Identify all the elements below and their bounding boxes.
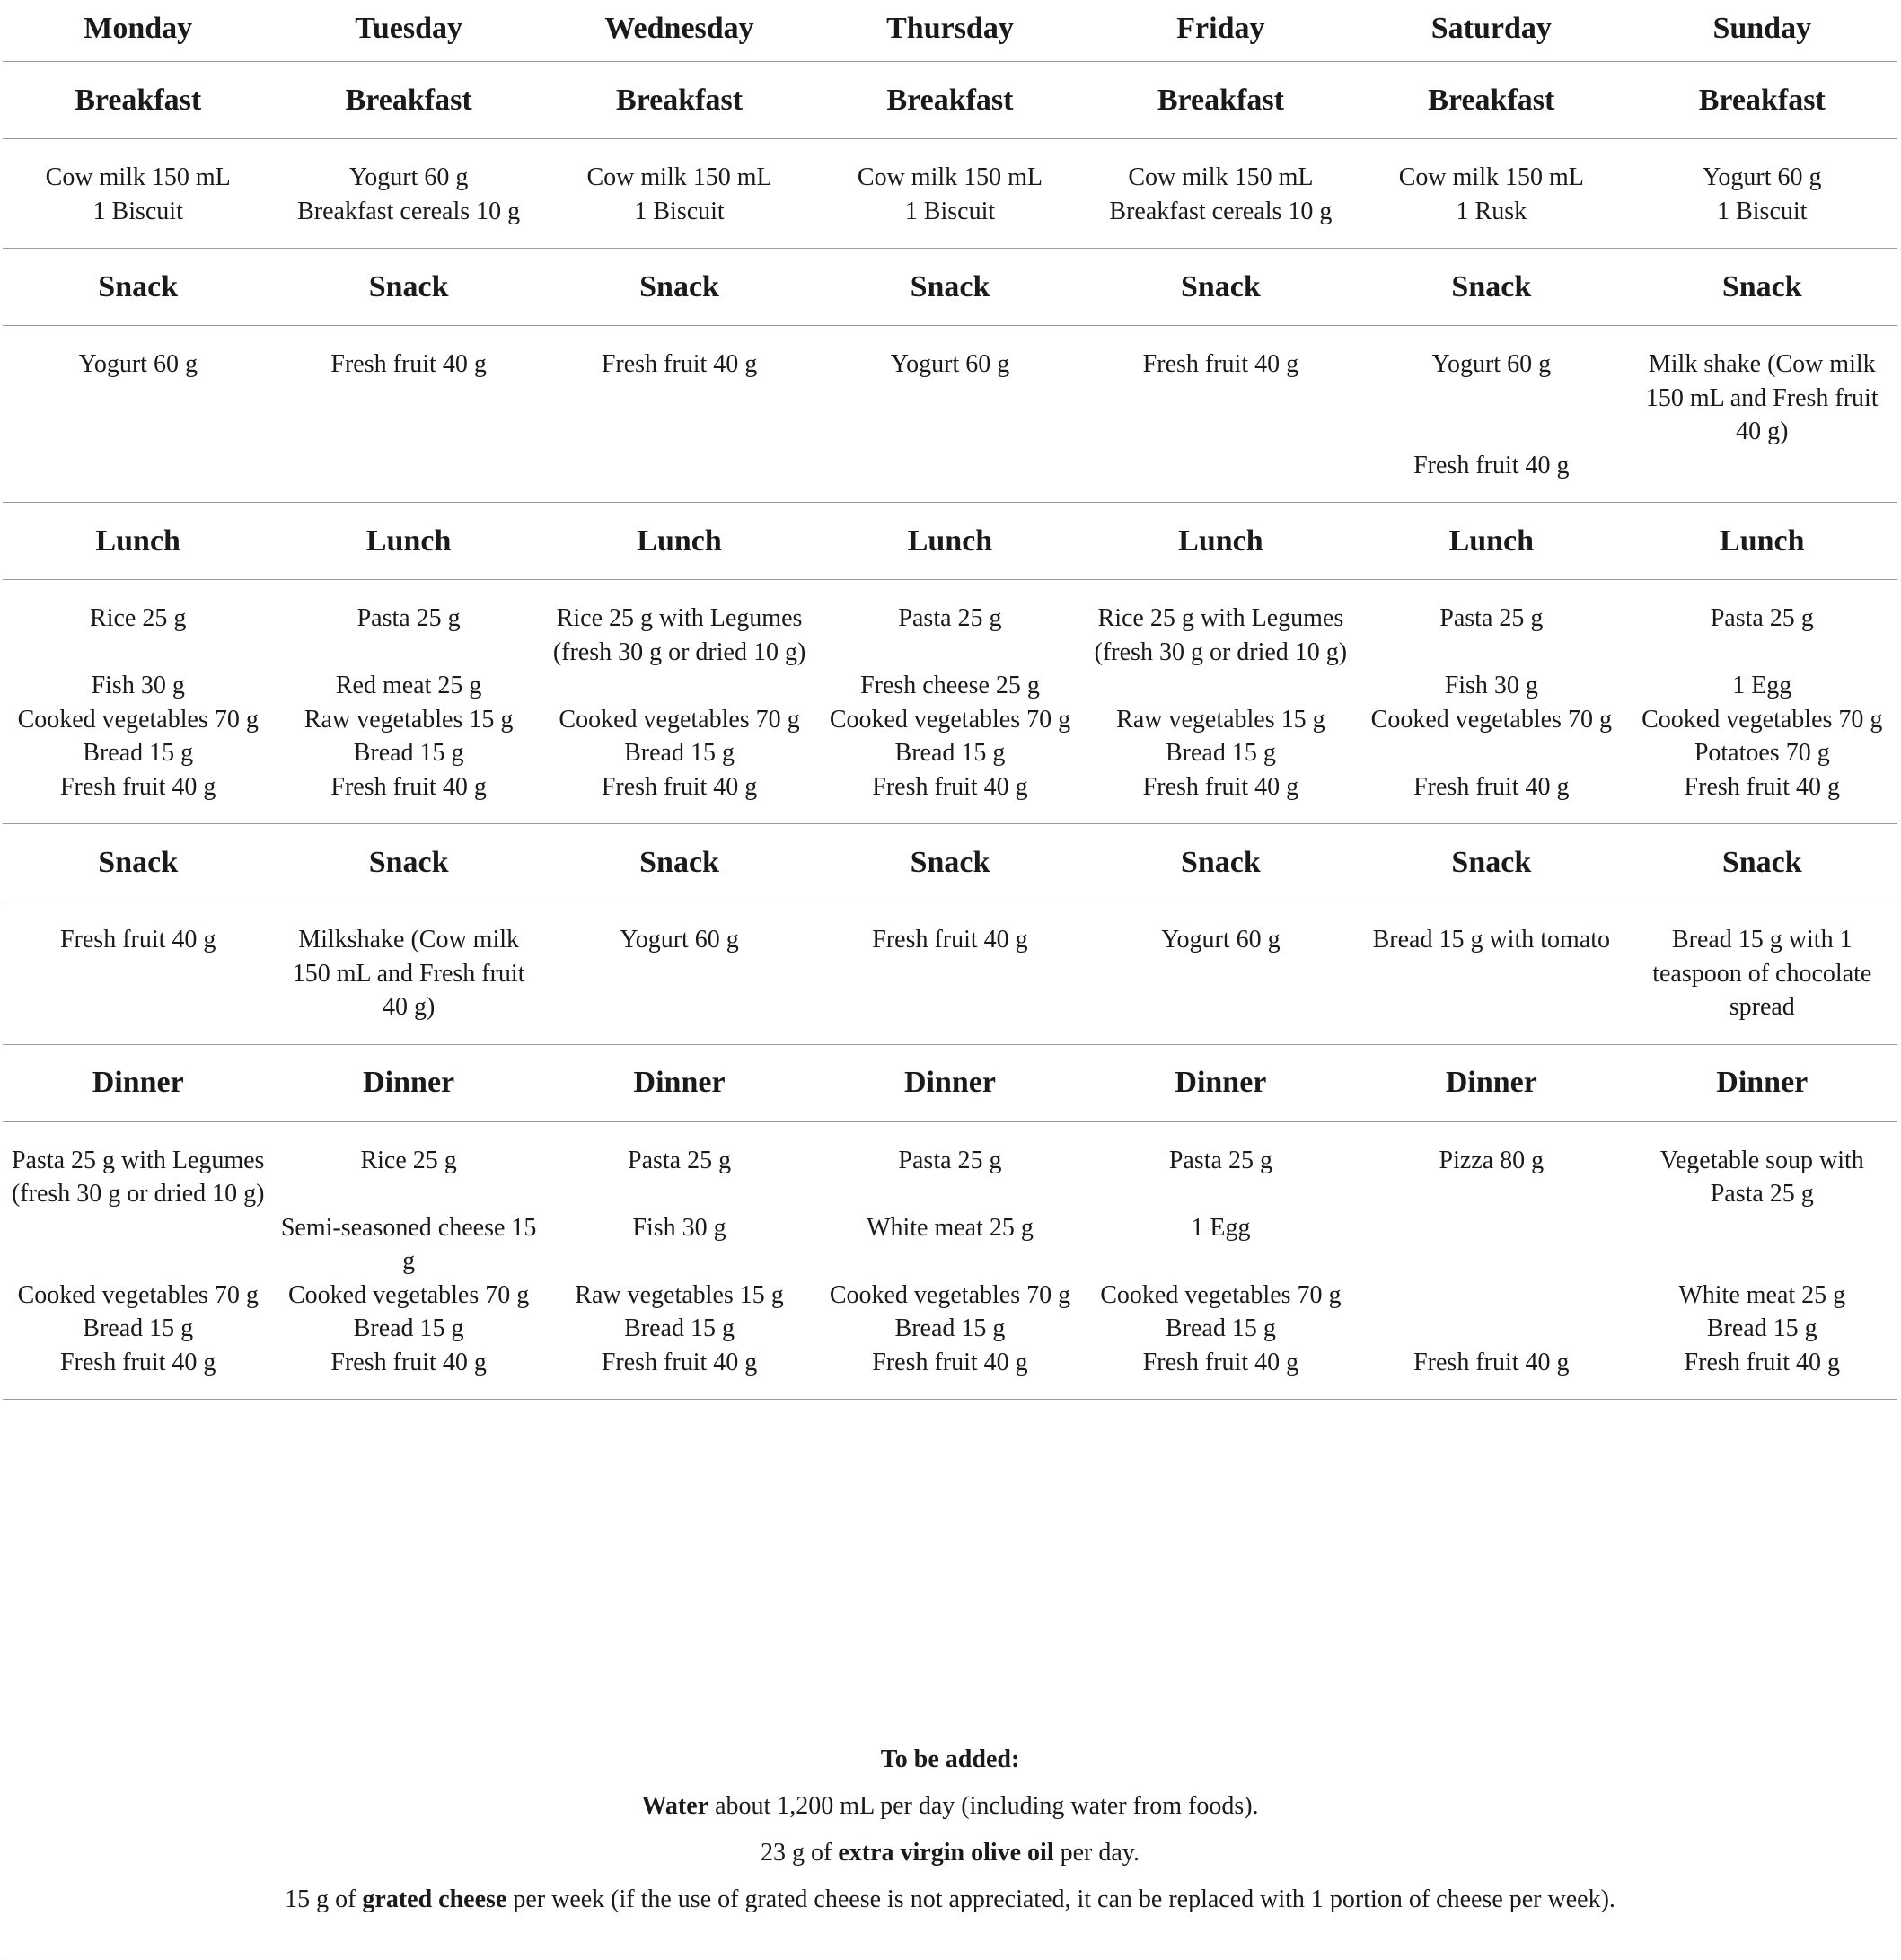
food-item: Pasta 25 g (1439, 604, 1544, 632)
notes-heading (3, 1736, 1897, 1783)
food-row (3, 901, 1897, 1045)
food-row (3, 1312, 1897, 1346)
food-item: 1 Biscuit (1627, 195, 1897, 249)
food-item: Yogurt 60 g (78, 350, 198, 378)
food-item: Milkshake (Cow milk 150 mL and Fresh fruit 40 g) (273, 901, 543, 1045)
food-item: Fresh fruit 40 g (1086, 770, 1356, 824)
food-item: Cooked vegetables 70 g (829, 705, 1071, 734)
day-header-row (3, 0, 1897, 62)
food-item: Yogurt 60 g (1086, 901, 1356, 1045)
meal-name: Lunch (1086, 503, 1356, 580)
day-header: Friday (1086, 0, 1356, 62)
food-item: Pizza 80 g (1439, 1146, 1545, 1174)
food-item (3, 1211, 273, 1279)
food-item: Rice 25 g with Legumes (fresh 30 g or dried 10 g) (552, 604, 806, 666)
food-item (1627, 449, 1897, 503)
food-row (3, 326, 1897, 449)
food-item: Fresh cheese 25 g (860, 672, 1040, 699)
note-cheese-after: per week (if the use of grated cheese is not appreciated, it can be replaced with 1 portion of cheese per week). (506, 1885, 1615, 1913)
food-item (1356, 1279, 1626, 1313)
day-header: Saturday (1356, 0, 1626, 62)
day-header: Thursday (814, 0, 1085, 62)
food-item: Fresh fruit 40 g (814, 770, 1085, 824)
meal-name: Lunch (3, 503, 273, 580)
meal-name: Breakfast (1086, 62, 1356, 139)
food-item: 1 Egg (1191, 1213, 1251, 1242)
food-item (814, 449, 1085, 503)
food-item: White meat 25 g (867, 1213, 1034, 1242)
food-item: Yogurt 60 g (1703, 163, 1822, 191)
meal-name: Dinner (1627, 1044, 1897, 1121)
meal-header-row (3, 62, 1897, 139)
meal-name: Snack (1627, 249, 1897, 326)
food-item (1356, 1211, 1626, 1279)
day-header: Tuesday (273, 0, 543, 62)
food-item: Red meat 25 g (335, 672, 482, 699)
food-item: Bread 15 g (894, 739, 1006, 767)
food-item: Fresh fruit 40 g (3, 770, 273, 824)
note-oil-after: per day. (1053, 1839, 1140, 1867)
food-item: Bread 15 g (353, 739, 464, 767)
food-item: Breakfast cereals 10 g (1086, 195, 1356, 249)
food-item: Yogurt 60 g (890, 350, 1010, 378)
meal-name: Dinner (544, 1044, 814, 1121)
food-item: Fresh fruit 40 g (814, 901, 1085, 1045)
meal-name: Lunch (814, 503, 1085, 580)
food-item: Cow milk 150 mL (1128, 163, 1314, 191)
meal-name: Breakfast (3, 62, 273, 139)
food-item: Fresh fruit 40 g (1627, 770, 1897, 824)
food-item: Pasta 25 g (898, 604, 1002, 632)
note-oil-before: 23 g of (761, 1839, 839, 1867)
food-item: Cow milk 150 mL (857, 163, 1043, 191)
food-row (3, 449, 1897, 503)
food-item: Rice 25 g with Legumes (fresh 30 g or dried 10 g) (1094, 604, 1348, 666)
food-item: Fresh fruit 40 g (273, 770, 543, 824)
meal-name: Snack (1627, 824, 1897, 901)
food-item: Bread 15 g (1165, 1314, 1276, 1342)
food-item: Fresh fruit 40 g (814, 1346, 1085, 1400)
meal-name: Snack (1086, 249, 1356, 326)
meal-name: Snack (544, 249, 814, 326)
meal-name: Dinner (1086, 1044, 1356, 1121)
food-item: Milk shake (Cow milk 150 mL and Fresh fruit 40 g) (1645, 350, 1879, 445)
food-item: Cow milk 150 mL (45, 163, 231, 191)
note-water (3, 1783, 1897, 1830)
meal-name: Dinner (273, 1044, 543, 1121)
food-item: Fresh fruit 40 g (601, 350, 758, 378)
food-item: Breakfast cereals 10 g (273, 195, 543, 249)
meal-name: Breakfast (544, 62, 814, 139)
menu-body (3, 62, 1897, 1400)
food-item: Pasta 25 g (1710, 604, 1814, 632)
food-item: Yogurt 60 g (544, 901, 814, 1045)
food-item: Yogurt 60 g (1431, 350, 1552, 378)
meal-name: Breakfast (273, 62, 543, 139)
food-item: White meat 25 g (1678, 1280, 1846, 1309)
food-item: Fresh fruit 40 g (330, 350, 487, 378)
note-oil-bold: extra virgin olive oil (838, 1839, 1054, 1867)
food-item (1086, 449, 1356, 503)
food-item: Cow milk 150 mL (1398, 163, 1584, 191)
food-item: Fresh fruit 40 g (1142, 350, 1299, 378)
food-row (3, 195, 1897, 249)
food-item (1627, 1211, 1897, 1279)
meal-header-row (3, 503, 1897, 580)
food-row (3, 1211, 1897, 1279)
food-item: Pasta 25 g (628, 1146, 732, 1174)
food-item: Cooked vegetables 70 g (17, 705, 259, 734)
food-item: Cooked vegetables 70 g (829, 1280, 1071, 1309)
note-cheese-before: 15 g of (285, 1885, 363, 1913)
meal-name: Snack (273, 824, 543, 901)
food-item: Fresh fruit 40 g (1356, 770, 1626, 824)
food-item: Cooked vegetables 70 g (17, 1280, 259, 1309)
meal-header-row (3, 249, 1897, 326)
meal-name: Snack (3, 249, 273, 326)
note-cheese-bold: grated cheese (362, 1885, 507, 1913)
food-item: Raw vegetables 15 g (1116, 705, 1325, 734)
note-cheese (3, 1877, 1897, 1923)
food-row (3, 580, 1897, 670)
food-item: Pasta 25 g (356, 604, 461, 632)
food-item (1356, 1312, 1626, 1346)
food-item: Fish 30 g (91, 672, 185, 699)
food-item: Cooked vegetables 70 g (559, 705, 800, 734)
meal-name: Snack (3, 824, 273, 901)
food-item: Fresh fruit 40 g (3, 901, 273, 1045)
food-item: Bread 15 g (83, 739, 194, 767)
food-row (3, 1121, 1897, 1211)
food-item: Bread 15 g (624, 1314, 735, 1342)
food-item: Pasta 25 g (898, 1146, 1002, 1174)
note-water-text: about 1,200 mL per day (including water from foods). (708, 1792, 1259, 1820)
food-item: Cooked vegetables 70 g (1100, 1280, 1342, 1309)
food-item (544, 669, 814, 703)
meal-name: Lunch (544, 503, 814, 580)
notes-section (3, 1736, 1897, 1956)
food-item: Cooked vegetables 70 g (1370, 705, 1612, 734)
food-item: Rice 25 g (90, 604, 187, 632)
food-item: Fresh fruit 40 g (544, 1346, 814, 1400)
notes-heading-text: To be added: (880, 1745, 1020, 1773)
food-item: 1 Biscuit (3, 195, 273, 249)
food-row (3, 770, 1897, 824)
meal-name: Snack (544, 824, 814, 901)
food-row (3, 139, 1897, 195)
food-item: Fish 30 g (632, 1213, 726, 1242)
food-item: Fresh fruit 40 g (3, 1346, 273, 1400)
meal-name: Lunch (273, 503, 543, 580)
food-item: 1 Biscuit (544, 195, 814, 249)
food-item (544, 449, 814, 503)
food-item (1086, 669, 1356, 703)
food-item: Bread 15 g with 1 teaspoon of chocolate spread (1627, 901, 1897, 1045)
food-item (273, 449, 543, 503)
food-item: Bread 15 g (1165, 739, 1276, 767)
meal-name: Snack (1086, 824, 1356, 901)
food-row (3, 1346, 1897, 1400)
food-item: Bread 15 g (894, 1314, 1006, 1342)
food-item (3, 449, 273, 503)
weekly-menu-table (3, 0, 1897, 1400)
meal-name: Dinner (3, 1044, 273, 1121)
food-item: Bread 15 g (1706, 1314, 1817, 1342)
meal-header-row (3, 824, 1897, 901)
food-row (3, 1279, 1897, 1313)
meal-name: Dinner (814, 1044, 1085, 1121)
food-item: Raw vegetables 15 g (575, 1280, 784, 1309)
day-header: Wednesday (544, 0, 814, 62)
food-item: Rice 25 g (360, 1146, 457, 1174)
food-item: Fresh fruit 40 g (1356, 449, 1626, 503)
food-item: Fresh fruit 40 g (273, 1346, 543, 1400)
food-item: Yogurt 60 g (348, 163, 469, 191)
meal-name: Breakfast (1627, 62, 1897, 139)
meal-header-row (3, 1044, 1897, 1121)
food-item: Cooked vegetables 70 g (1641, 705, 1883, 734)
food-item: Cow milk 150 mL (586, 163, 772, 191)
food-item: Fresh fruit 40 g (1356, 1346, 1626, 1400)
food-item (1356, 736, 1626, 770)
food-item: Bread 15 g (624, 739, 735, 767)
food-item: Fresh fruit 40 g (1627, 1346, 1897, 1400)
food-item: 1 Rusk (1356, 195, 1626, 249)
food-item: Potatoes 70 g (1694, 739, 1830, 767)
food-item: Cooked vegetables 70 g (287, 1280, 530, 1309)
food-item: Bread 15 g (83, 1314, 194, 1342)
food-item: Bread 15 g with tomato (1356, 901, 1626, 1045)
food-item: Bread 15 g (353, 1314, 464, 1342)
note-water-bold: Water (641, 1792, 709, 1820)
food-item: Semi-seasoned cheese 15 g (280, 1213, 537, 1275)
meal-name: Breakfast (1356, 62, 1626, 139)
food-item: Raw vegetables 15 g (304, 705, 514, 734)
food-item: Fresh fruit 40 g (544, 770, 814, 824)
meal-name: Lunch (1627, 503, 1897, 580)
food-row (3, 703, 1897, 737)
food-item: 1 Egg (1732, 672, 1792, 699)
food-item: Fish 30 g (1444, 672, 1538, 699)
day-header: Monday (3, 0, 273, 62)
meal-name: Snack (273, 249, 543, 326)
food-item: Pasta 25 g (1168, 1146, 1272, 1174)
food-item: Pasta 25 g with Legumes (fresh 30 g or dried 10 g) (11, 1146, 265, 1208)
meal-name: Snack (814, 249, 1085, 326)
meal-name: Lunch (1356, 503, 1626, 580)
food-item: 1 Biscuit (814, 195, 1085, 249)
meal-name: Breakfast (814, 62, 1085, 139)
day-header: Sunday (1627, 0, 1897, 62)
meal-name: Snack (1356, 249, 1626, 326)
meal-name: Snack (1356, 824, 1626, 901)
note-oil (3, 1830, 1897, 1877)
meal-name: Snack (814, 824, 1085, 901)
food-item: Fresh fruit 40 g (1086, 1346, 1356, 1400)
food-row (3, 669, 1897, 703)
food-item: Vegetable soup with Pasta 25 g (1659, 1146, 1864, 1208)
meal-name: Dinner (1356, 1044, 1626, 1121)
food-row (3, 736, 1897, 770)
